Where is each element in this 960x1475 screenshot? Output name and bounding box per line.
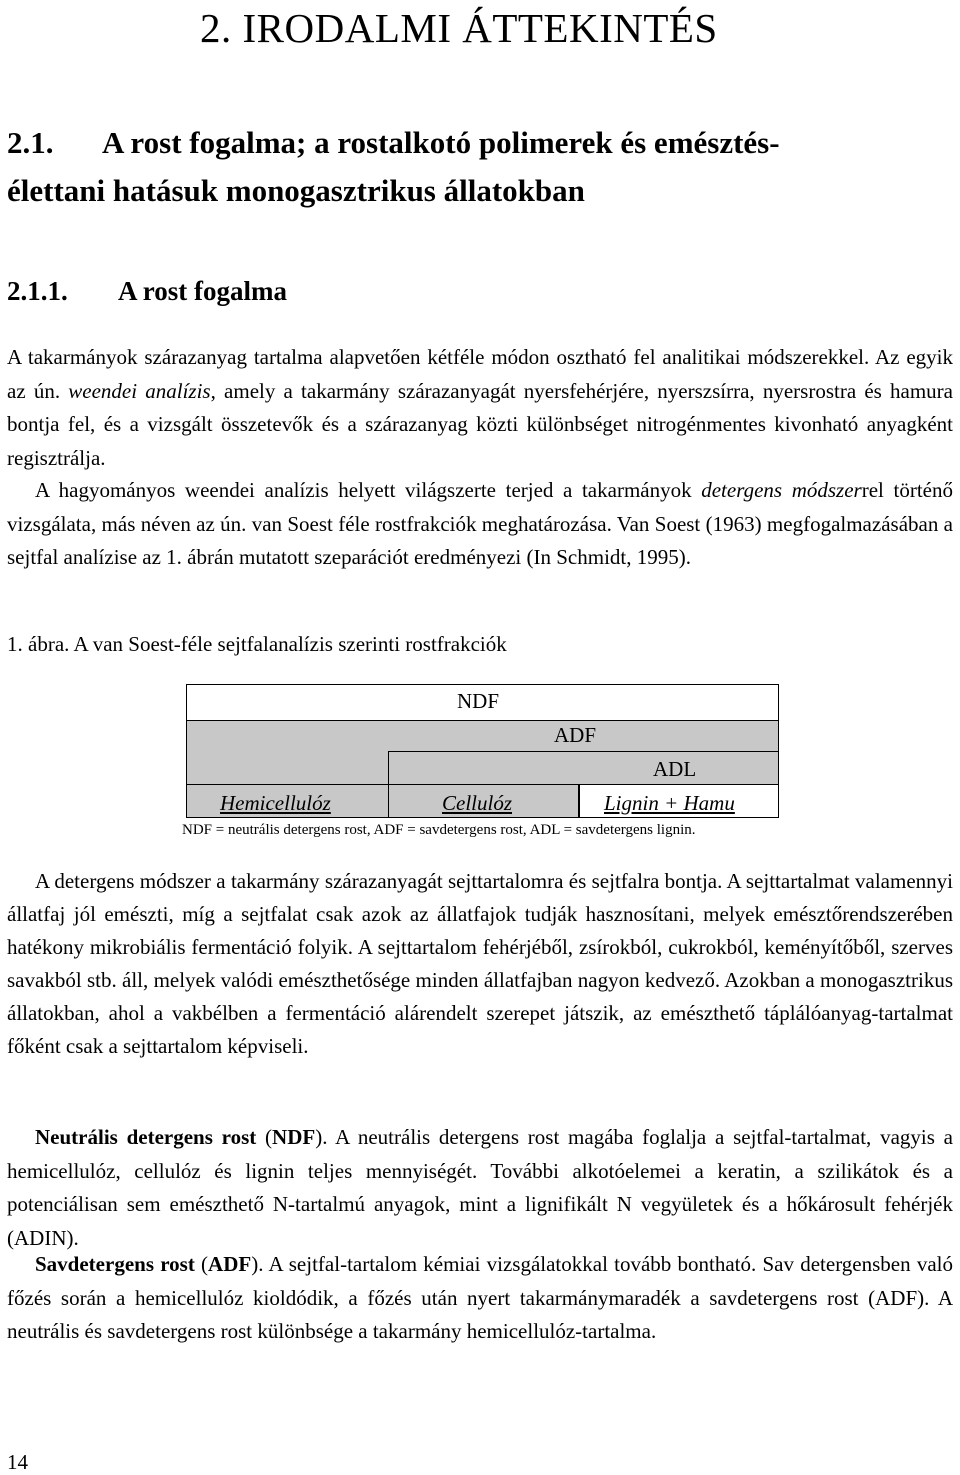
text-run: ( bbox=[256, 1125, 273, 1149]
adf-label: ADF bbox=[554, 723, 597, 747]
section-heading-line2: élettani hatásuk monogasztrikus állatokban bbox=[7, 173, 585, 208]
figure-caption: 1. ábra. A van Soest-féle sejtfalanalízis szerinti rostfrakciók bbox=[7, 632, 507, 656]
text-run: ). A neutrális detergens rost magába foglalja a sejtfal-tartalmat, vagyis a hemicellulóz, cellulóz és lignin teljes mennyiségét. További alkotóelemei a keratin, a szilikátok és a potenciálisan sem emészthető N-tartalmú anyagok, mint a lignifikált N vegyületek és a hőkárosult fehérjék (ADIN). bbox=[7, 1125, 953, 1250]
subsection-title: A rost fogalma bbox=[118, 276, 287, 306]
subsection-number: 2.1.1. bbox=[7, 276, 68, 306]
paragraph-cell-content bbox=[7, 865, 953, 1063]
text-run: ). A sejtfal-tartalom kémiai vizsgálatokkal tovább bontható. Sav detergensben való főzés során a hemicellulóz kioldódik, a főzés után nyert takarmánymaradék a savdetergens rost (ADF). A neutrális és savdetergens rost különbsége a takarmány hemicellulóz-tartalma. bbox=[7, 1252, 953, 1343]
lignin-ash-label: Lignin + Hamu bbox=[604, 791, 735, 815]
bold-abbr: NDF bbox=[272, 1125, 316, 1149]
section-number: 2.1. bbox=[7, 125, 54, 160]
chapter-title: 2. IRODALMI ÁTTEKINTÉS bbox=[200, 5, 718, 51]
text-run: , amely a takarmány szárazanyagát nyersfehérjére, nyerszsírra, nyersrostra és hamura bontja fel, és a vizsgált összetevők és a szárazanyag közti különbséget nitrogénmentes kivonható anyagként regisztrálja. bbox=[7, 378, 953, 470]
paragraph-weende bbox=[7, 341, 953, 475]
ndf-label: NDF bbox=[457, 689, 500, 713]
page-number: 14 bbox=[7, 1450, 28, 1474]
text-run: A takarmányok szárazanyag tartalma alapvetően kétféle módon osztható fel analitikai módszerekkel. Az egyik az ún. bbox=[7, 345, 953, 403]
italic-term: weendei analízis bbox=[68, 378, 211, 403]
hemicellulose-label: Hemicellulóz bbox=[220, 791, 331, 815]
bold-term: Savdetergens rost bbox=[35, 1252, 195, 1276]
bold-term: Neutrális detergens rost bbox=[35, 1125, 257, 1149]
text-run: ( bbox=[194, 1252, 209, 1276]
italic-term: detergens módszer bbox=[701, 478, 862, 502]
cellulose-label: Cellulóz bbox=[442, 791, 513, 815]
figure-legend: NDF = neutrális detergens rost, ADF = savdetergens rost, ADL = savdetergens lignin. bbox=[182, 822, 696, 838]
fiber-fraction-diagram bbox=[186, 684, 779, 818]
subsection-heading bbox=[7, 276, 287, 307]
paragraph-adf bbox=[7, 1248, 953, 1349]
text-run: A detergens módszer a takarmány szárazanyagát sejttartalomra és sejtfalra bontja. A sejttartalmat valamennyi állatfaj jól emészti, míg a sejtfalat csak azok az állatfajok tudják hasznosítani, melyek emésztőrendszerében hatékony mikrobiális fermentáció folyik. A sejttartalom fehérjéből, zsírokból, cukrokból, keményítőből, szerves savakból stb. áll, melyek valódi emészthetősége minden állatfajban nagyon kedvező. Azokban a monogasztrikus állatokban, ahol a vakbélben a fermentáció alárendelt szerepet játszik, az emészthető táplálóanyag-tartalmat főként csak a sejttartalom képviseli. bbox=[7, 869, 953, 1058]
adl-label: ADL bbox=[653, 757, 697, 781]
paragraph-ndf bbox=[7, 1121, 953, 1255]
text-run: rel történő vizsgálata, más néven az ún. van Soest féle rostfrakciók meghatározása. Van Soest (1963) megfogalmazásában a sejtfal analízise az 1. ábrán mutatott szeparációt eredményezi (In Schmidt, 1995). bbox=[7, 478, 953, 569]
bold-abbr: ADF bbox=[208, 1252, 252, 1276]
section-title-line1: A rost fogalma; a rostalkotó polimerek és emésztés- bbox=[102, 125, 780, 160]
section-heading bbox=[7, 120, 780, 166]
paragraph-detergent-intro bbox=[7, 474, 953, 575]
text-run: A hagyományos weendei analízis helyett világszerte terjed a takarmányok bbox=[35, 478, 702, 502]
